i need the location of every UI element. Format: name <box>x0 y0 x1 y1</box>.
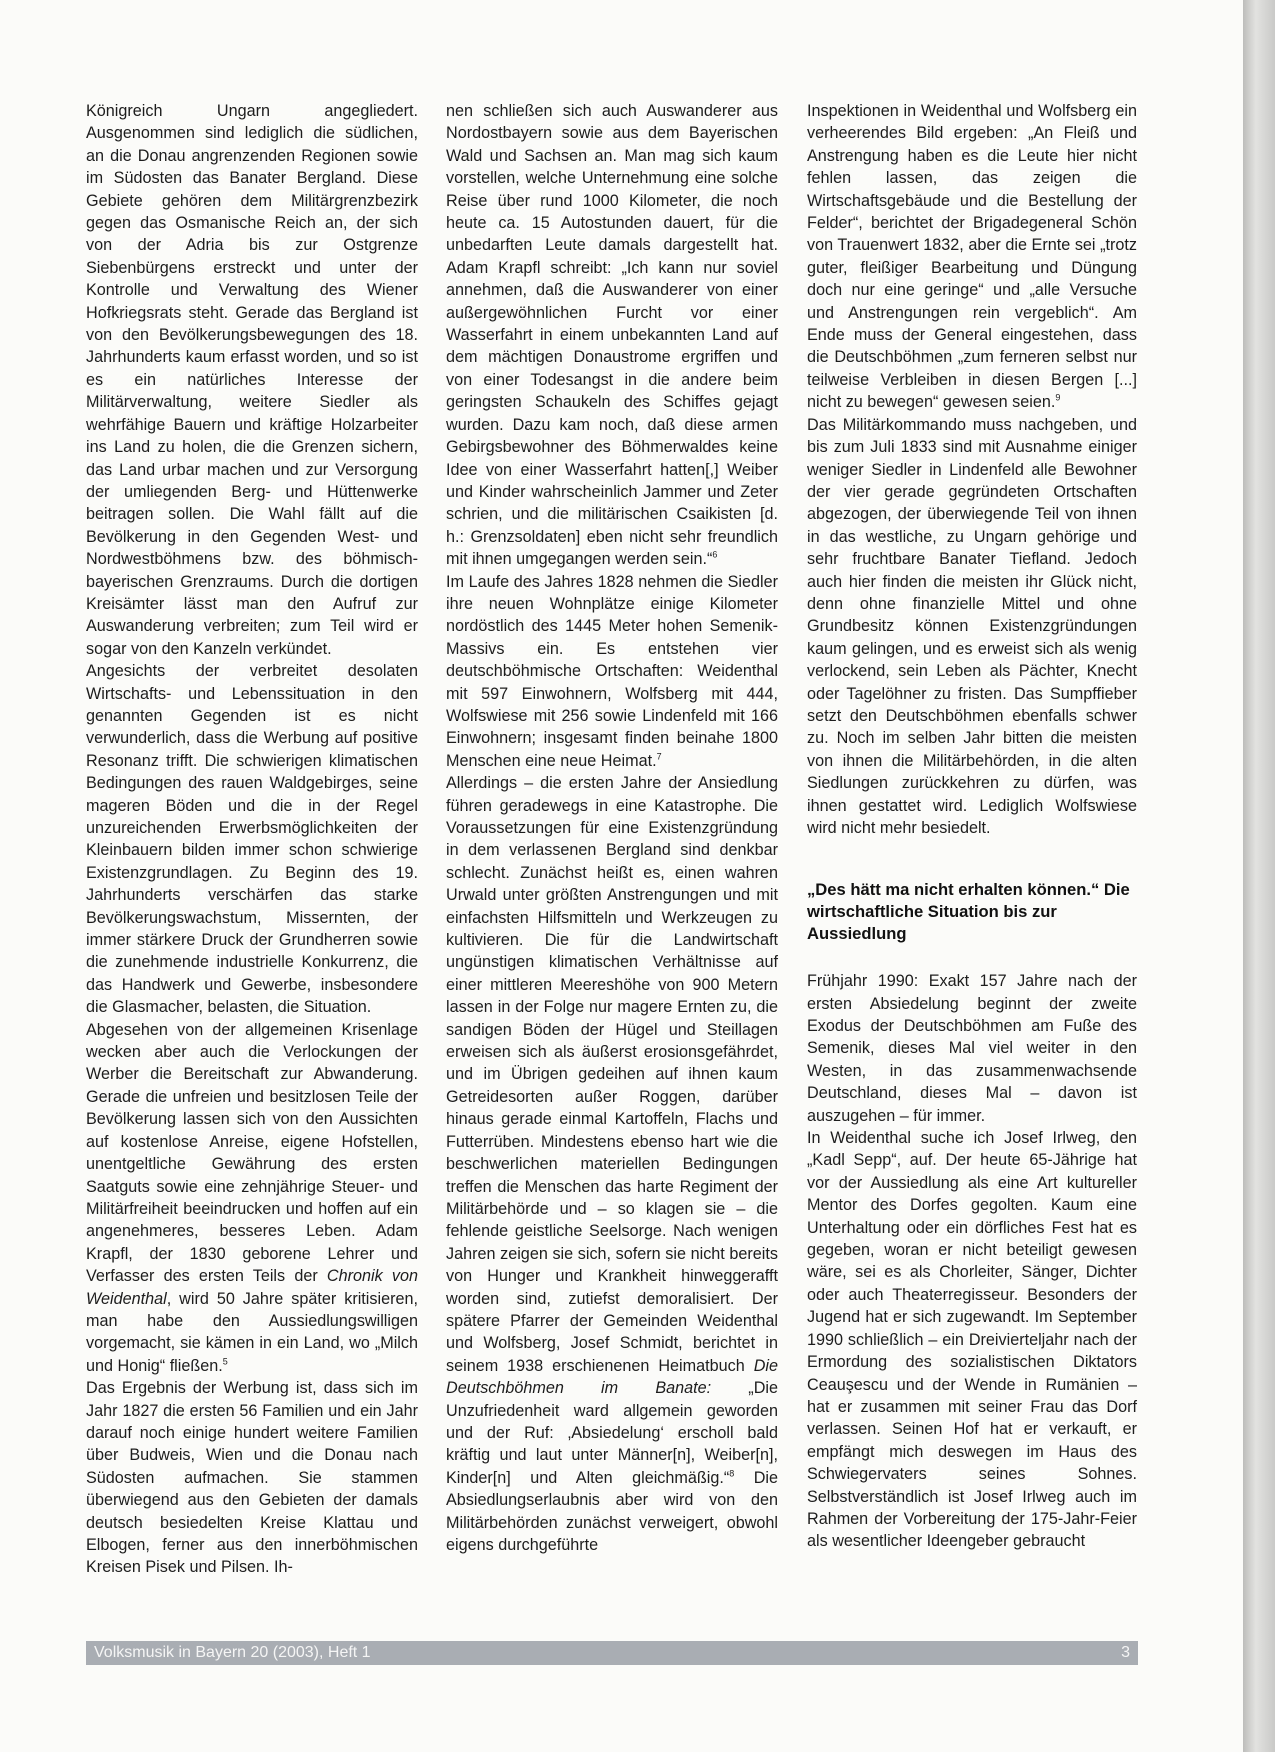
paragraph <box>446 100 778 571</box>
publication-info: Volksmusik in Bayern 20 (2003), Heft 1 <box>94 1644 371 1661</box>
footnote-ref: 5 <box>222 1356 228 1367</box>
paragraph <box>446 772 778 1556</box>
paragraph: Frühjahr 1990: Exakt 157 Jahre nach der ersten Absiedelung beginnt der zweite Exodus der Deutschböhmen am Fuße des Semenik, dieses Mal viel weiter in den Westen, in das zusammenwachsende Deutschland, dieses Mal – davon ist auszugehen – für immer. <box>807 972 1137 1125</box>
text-run: Allerdings – die ersten Jahre der Ansiedlung führen geradewegs in eine Katastrophe. Die Voraussetzungen für eine Existenzgründung in dem verlassenen Bergland sind denkbar schlecht. Zunächst heißt es, einen wahren Urwald unter größten Anstrengungen und mit einfachsten Hilfsmitteln und Werkzeugen zu kultivieren. Die für die Landwirtschaft ungünstigen klimatischen Verhältnisse auf einer mittleren Meereshöhe von 900 Metern lassen in der Folge nur magere Ernten zu, die sandigen Böden der Hügel und Steillagen erweisen sich als äußerst erosionsgefährdet, und im Übrigen gedeihen auf ihnen kaum Getreidesorten außer Roggen, darüber hinaus gerade einmal Kartoffeln, Flachs und Futterrüben. Mindestens ebenso hart wie die beschwerlichen materiellen Bedingungen treffen die Menschen das harte Regiment der Militärbehörde und – so klagen sie – die fehlende geistliche Seelsorge. Nach wenigen Jahren zeigen sie sich, sofern sie nicht bereits von Hunger und Krankheit hinweggerafft worden sind, zutiefst demoralisiert. Der spätere Pfarrer der Gemeinden Weidenthal und Wolfsberg, Josef Schmidt, berichtet in seinem 1938 erschienenen Heimatbuch <box>446 774 778 1375</box>
text-run: Inspektionen in Weidenthal und Wolfsberg ein verheerendes Bild ergeben: „An Fleiß und Anstrengung haben es die Leute hier nicht fehlen lassen, das zeigen die Wirtschaftsgebäude und die Bestellung der Felder“, berichtet der Brigadegeneral Schön von Trauenwert 1832, aber die Ernte sei „trotz guter, fleißiger Bearbeitung und Düngung doch nur eine geringe“ und „alle Versuche und Anstrengungen rein vergeblich“. Am Ende muss der General eingestehen, dass die Deutschböhmen „zum ferneren selbst nur teilweise Verbleiben in diesen Bergen [...] nicht zu bewegen“ gewesen seien. <box>807 102 1137 412</box>
book-title: Die Deutschböhmen im Banate: <box>446 1356 778 1398</box>
footnote-ref: 8 <box>729 1468 735 1479</box>
scanner-edge <box>1243 0 1275 1752</box>
text-run: Im Laufe des Jahres 1828 nehmen die Siedler ihre neuen Wohnplätze einige Kilometer nordöstlich des 1445 Meter hohen Semenik-Massivs ein. Es entstehen vier deutschböhmische Ortschaften: Weidenthal mit 597 Einwohnern, Wolfsberg mit 444, Wolfswiese mit 256 sowie Lindenfeld mit 166 Einwohnern; insgesamt finden beinahe 1800 Menschen eine neue Heimat. <box>446 572 778 770</box>
text-run: , wird 50 Jahre später kritisieren, man habe den Aussiedlungswilligen vorgemacht, sie kämen in ein Land, wo „Milch und Honig“ fließen. <box>86 1289 418 1375</box>
footnote-ref: 7 <box>656 751 662 762</box>
paragraph: In Weidenthal suche ich Josef Irlweg, den „Kadl Sepp“, auf. Der heute 65-Jährige hat vor der Aussiedlung als eine Art kultureller Mentor des Dorfes gegolten. Kaum eine Unterhaltung oder ein dörfliches Fest hat es gegeben, woran er nicht beteiligt gewesen wäre, sei es als Chorleiter, Sänger, Dichter oder auch Theaterregisseur. Besonders der Jugend hat er sich zugewandt. Im September 1990 schließlich – ein Dreivierteljahr nach der Ermordung des sozialistischen Diktators Ceauşescu und der Wende in Rumänien – hat er zusammen mit seiner Frau das Dorf verlassen. Seinen Hof hat er verkauft, er empfängt mich deswegen im Haus des Schwiegervaters seines Sohnes. Selbstverständlich ist Josef Irlweg auch im Rahmen der Vorbereitung der 175-Jahr-Feier als wesentlicher Ideengeber gebraucht <box>807 1129 1137 1551</box>
footnote-ref: 6 <box>712 549 718 560</box>
text-column-1 <box>86 100 418 1579</box>
paragraph <box>86 1019 418 1378</box>
footnote-ref: 9 <box>1055 392 1061 403</box>
page-number: 3 <box>1121 1644 1130 1661</box>
text-run: Die Absiedlungserlaubnis aber wird von den Militärbehörden zunächst verweigert, obwohl eigens durchgeführte <box>446 1468 778 1554</box>
paragraph <box>807 100 1137 414</box>
text-run: „Die Unzufriedenheit ward allgemein geworden und der Ruf: ‚Absiedelung‘ erscholl bald kräftig und laut unter Männer[n], Weiber[n], Kinder[n] und Alten gleichmäßig.“ <box>446 1379 778 1487</box>
paragraph: Angesichts der verbreitet desolaten Wirtschafts- und Lebenssituation in den genannten Gegenden ist es nicht verwunderlich, dass die Werbung auf positive Resonanz trifft. Die schwierigen klimatischen Bedingungen des rauen Waldgebirges, seine mageren Böden und die in der Regel unzureichenden Erwerbsmöglichkeiten der Kleinbauern bilden immer schon schwierige Existenzgrundlagen. Zu Beginn des 19. Jahrhunderts verschärfen das starke Bevölkerungswachstum, Missernten, der immer stärkere Druck der Grundherren sowie die zunehmende industrielle Konkurrenz, die das Handwerk und Gewerbe, insbesondere die Glasmacher, belasten, die Situation. <box>86 662 418 1017</box>
paragraph: Das Ergebnis der Werbung ist, dass sich im Jahr 1827 die ersten 56 Familien und ein Jahr darauf noch einige hundert weitere Familien über Budweis, Wien und die Donau nach Südosten aufmachen. Sie stammen überwiegend aus den Gebieten der damals deutsch besiedelten Kreise Klattau und Elbogen, ferner aus den innerböhmischen Kreisen Pisek und Pilsen. Ih- <box>86 1379 418 1577</box>
paragraph: Königreich Ungarn angegliedert. Ausgenommen sind lediglich die südlichen, an die Donau angrenzenden Regionen sowie im Südosten das Banater Bergland. Diese Gebiete gehören dem Militärgrenzbezirk gegen das Osmanische Reich an, der sich von der Adria bis zur Ostgrenze Siebenbürgens erstreckt und unter der Kontrolle und Verwaltung des Wiener Hofkriegsrats steht. Gerade das Bergland ist von den Bevölkerungsbewegungen des 18. Jahrhunderts kaum erfasst worden, und so ist es ein natürliches Interesse der Militärverwaltung, weitere Siedler als wehrfähige Bauern und kräftige Holzarbeiter ins Land zu holen, die die Grenzen sichern, das Land urbar machen und zur Versorgung der umliegenden Berg- und Hüttenwerke beitragen sollen. Die Wahl fällt auf die Bevölkerung in den Gegenden West- und Nordwestböhmens bzw. des böhmisch-bayerischen Grenzraums. Durch die dortigen Kreisämter lässt man den Aufruf zur Auswanderung verbreiten; zum Teil wird er sogar von den Kanzeln verkündet. <box>86 102 418 658</box>
section-heading: „Des hätt ma nicht erhalten können.“ Die wirtschaftliche Situation bis zur Aussiedlung <box>807 880 1130 943</box>
text-column-3 <box>807 100 1137 1553</box>
paragraph: Das Militärkommando muss nachgeben, und bis zum Juli 1833 sind mit Ausnahme einiger weniger Siedler in Lindenfeld alle Bewohner der vier gerade gegründeten Ortschaften abgezogen, der überwiegende Teil von ihnen in das westliche, zu Ungarn gehörige und sehr fruchtbare Banater Tiefland. Jedoch auch hier finden die meisten ihr Glück nicht, denn ohne finanzielle Mittel und ohne Grundbesitz können Existenzgründungen kaum gelingen, und es erweist sich als wenig verlockend, sein Leben als Pächter, Knecht oder Tagelöhner zu fristen. Das Sumpffieber setzt den Deutschböhmen ebenfalls schwer zu. Noch im selben Jahr bitten die meisten von ihnen die Militärbehörden, in die alten Siedlungen zurückkehren zu dürfen, was ihnen gestattet wird. Lediglich Wolfswiese wird nicht mehr besiedelt. <box>807 415 1137 837</box>
text-run: Abgesehen von der allgemeinen Krisenlage wecken aber auch die Verlockungen der Werber die Bereitschaft zur Abwanderung. Gerade die unfreien und besitzlosen Teile der Bevölkerung lassen sich von den Aussichten auf kostenlose Anreise, eigene Hofstellen, unentgeltliche Gewährung des ersten Saatguts sowie eine zehnjährige Steuer- und Militärfreiheit beeindrucken und hoffen auf ein angenehmeres, besseres Leben. Adam Krapfl, der 1830 geborene Lehrer und Verfasser des ersten Teils der <box>86 1020 418 1286</box>
book-title: Chronik von Weidenthal <box>86 1267 418 1308</box>
text-column-2 <box>446 100 778 1556</box>
page-footer-bar <box>86 1641 1138 1665</box>
text-run: nen schließen sich auch Auswanderer aus Nordostbayern sowie aus dem Bayerischen Wald und Sachsen an. Man mag sich kaum vorstellen, welche Unternehmung eine solche Reise über rund 1000 Kilometer, die noch heute ca. 15 Autostunden dauert, für die unbedarften Leute damals dargestellt hat. Adam Krapfl schreibt: „Ich kann nur soviel annehmen, daß die Auswanderer von einer außergewöhnlichen Furcht vor einer Wasserfahrt in einem unbekannten Land auf dem mächtigen Donaustrome ergriffen und von einer Todesangst in die andere beim geringsten Schaukeln des Schiffes gejagt wurden. Dazu kam noch, daß diese armen Gebirgsbewohner des Böhmerwaldes keine Idee von einer Wasserfahrt hatten[,] Weiber und Kinder wahrscheinlich Jammer und Zeter schrien, und die militärischen Csaikisten [d. h.: Grenzsoldaten] eben nicht sehr freundlich mit ihnen umgegangen werden sein.“ <box>446 102 778 569</box>
paragraph <box>446 571 778 773</box>
